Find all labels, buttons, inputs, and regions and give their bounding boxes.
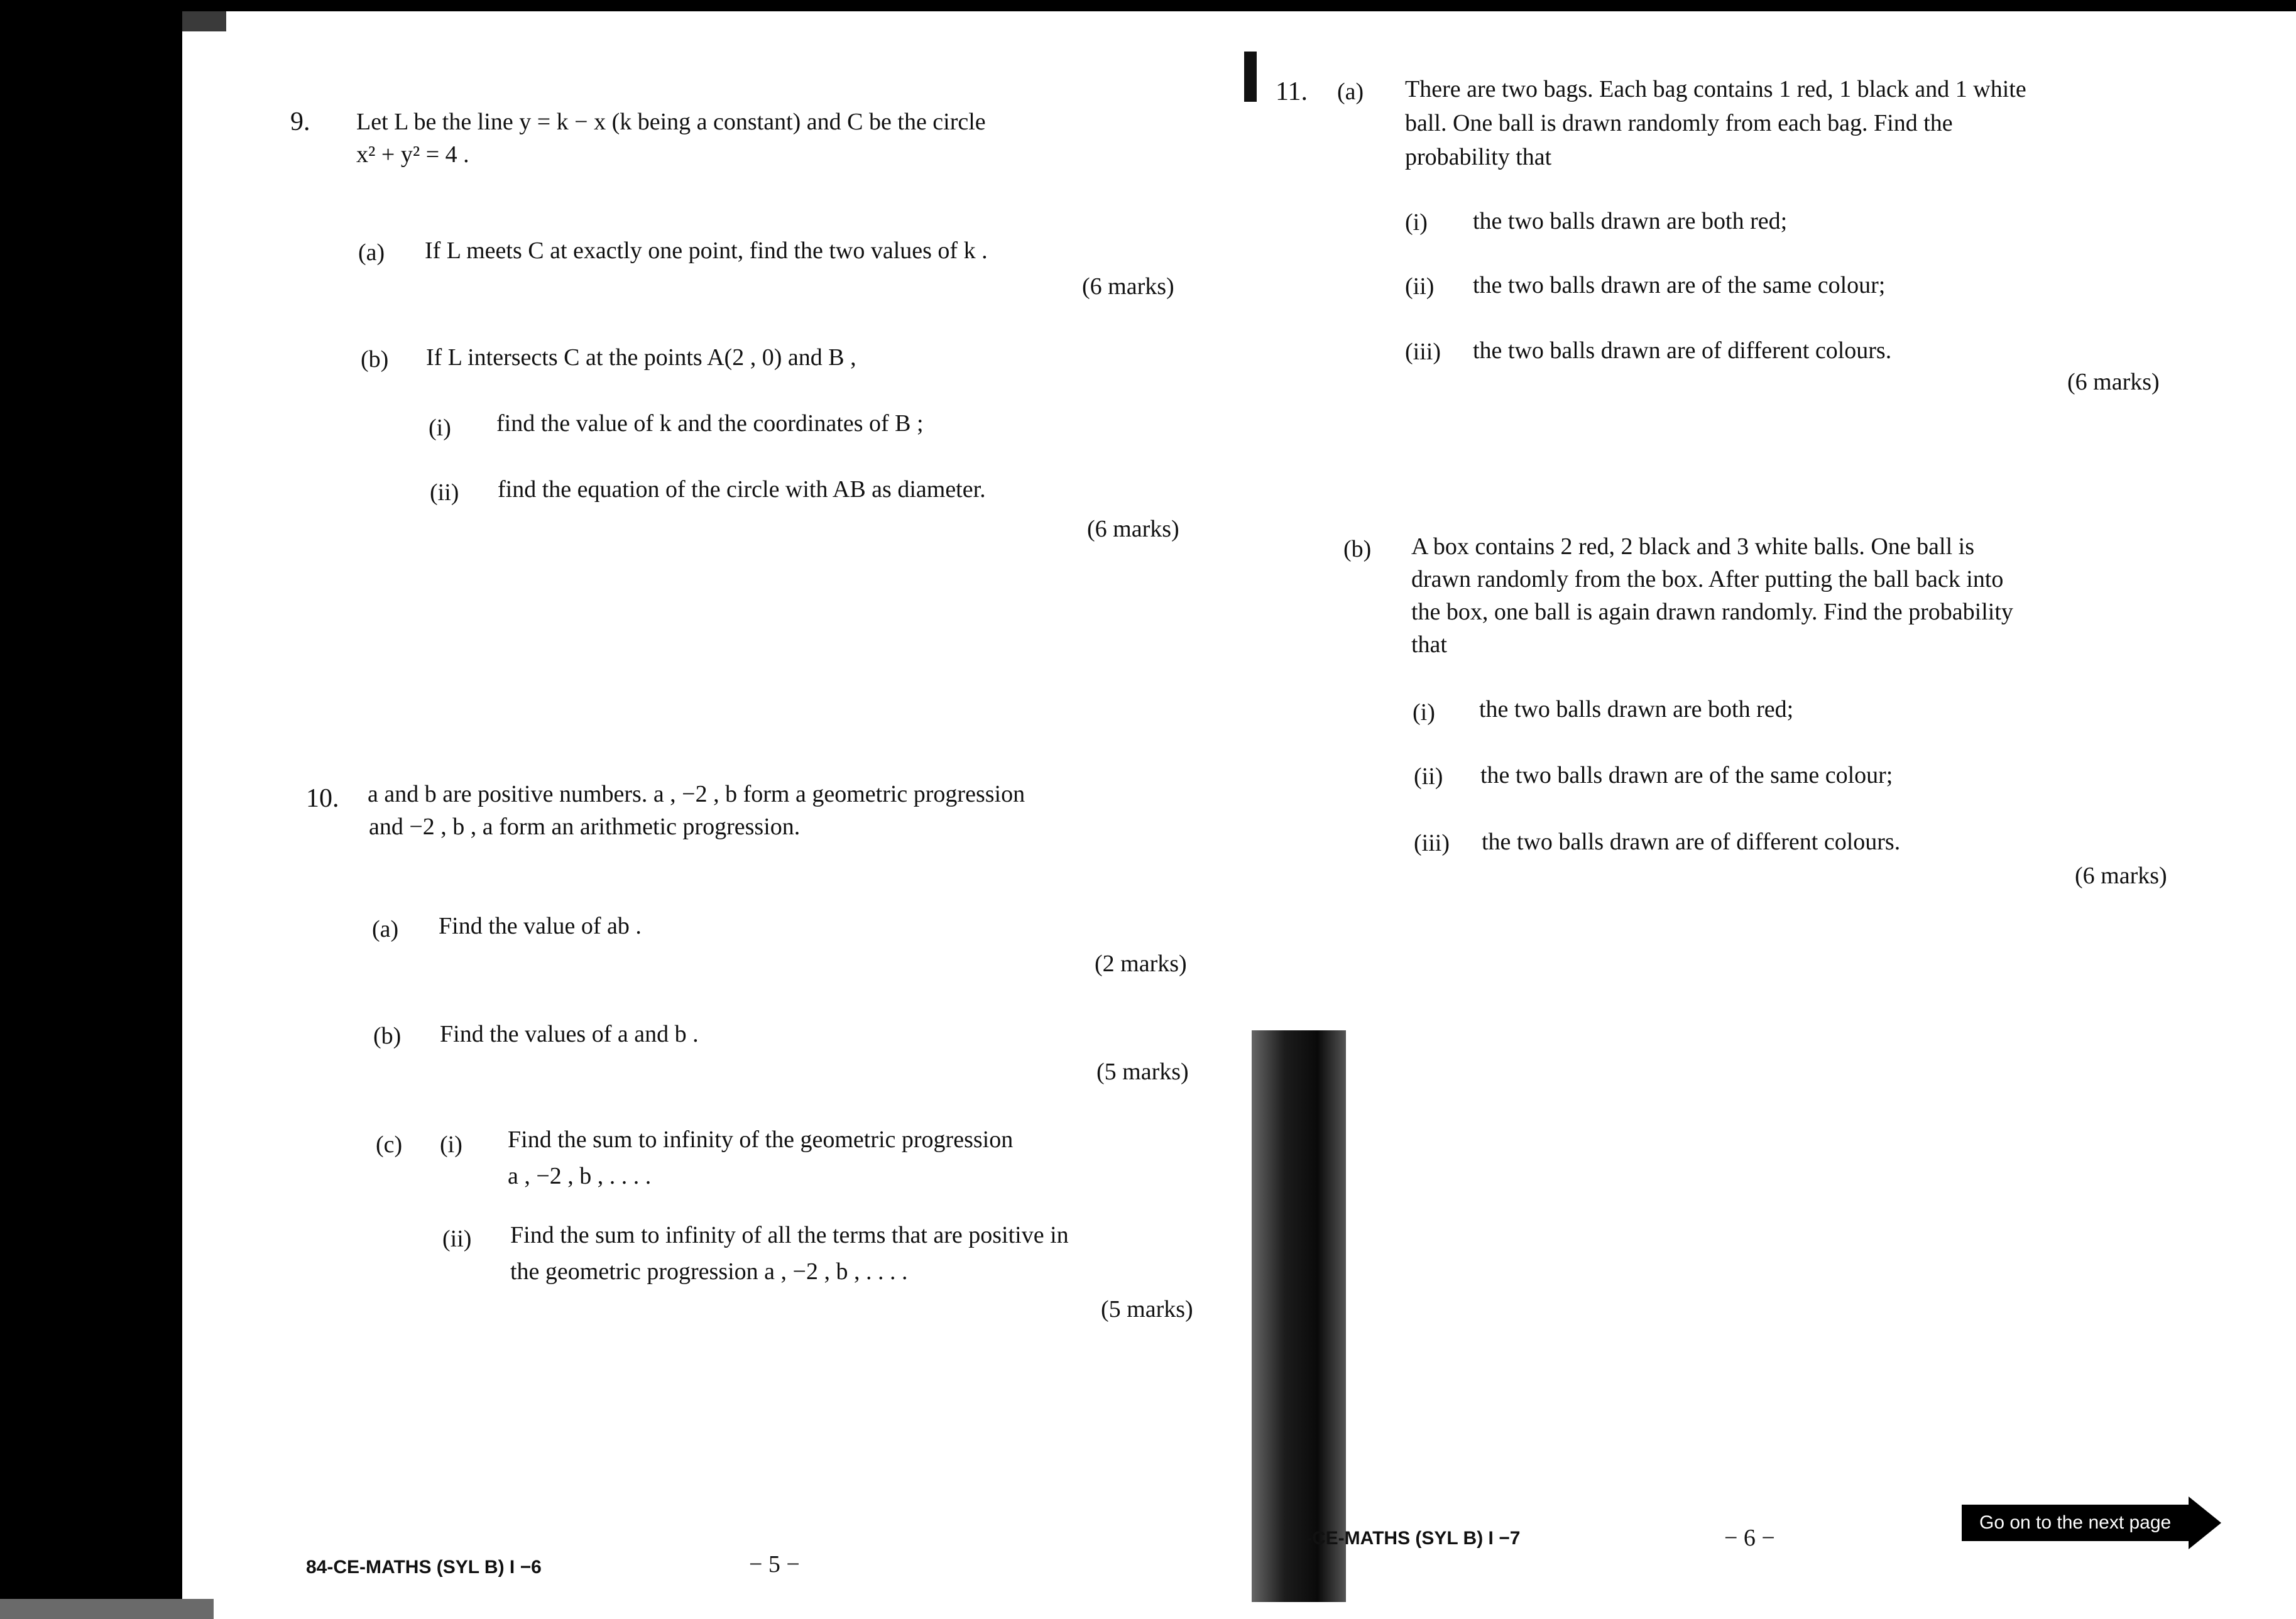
part-c-marks: (5 marks)	[1101, 1296, 1193, 1322]
binding-shadow	[1252, 1030, 1346, 1602]
part-a-i-text: the two balls drawn are both red;	[1473, 208, 1788, 234]
part-a-iii-text: the two balls drawn are of different colours.	[1473, 337, 1892, 364]
part-a-text: Find the value of ab .	[439, 913, 642, 939]
part-label: (c)	[376, 1131, 403, 1158]
subpart-label: (ii)	[1405, 273, 1435, 300]
part-label: (b)	[373, 1023, 402, 1049]
part-b-text: Find the values of a and b .	[440, 1021, 699, 1047]
part-a-stem-line-3: probability that	[1405, 144, 1552, 170]
subpart-label: (ii)	[430, 479, 459, 506]
part-c-i-text-line-2: a , −2 , b , . . . .	[508, 1163, 652, 1189]
question-stem-line-1: a and b are positive numbers. a , −2 , b form a geometric progression	[368, 781, 1025, 807]
part-b-i-text: the two balls drawn are both red;	[1479, 696, 1794, 722]
part-b-marks: (6 marks)	[1087, 516, 1179, 542]
part-a-marks: (2 marks)	[1095, 951, 1187, 977]
part-b-marks: (5 marks)	[1096, 1059, 1189, 1085]
next-page-indicator	[1962, 1505, 2221, 1541]
part-b-stem-line-1: A box contains 2 red, 2 black and 3 white balls. One ball is	[1411, 533, 1974, 560]
part-b-text: If L intersects C at the points A(2 , 0) and B ,	[426, 344, 856, 371]
part-c-ii-text-line-2: the geometric progression a , −2 , b , . . . .	[510, 1258, 908, 1285]
part-label: (b)	[1343, 536, 1372, 562]
part-b-stem-line-3: the box, one ball is again drawn randomly. Find the probability	[1411, 599, 2013, 625]
part-c-ii-text-line-1: Find the sum to infinity of all the terms that are positive in	[510, 1222, 1069, 1248]
part-b-i-text: find the value of k and the coordinates of B ;	[496, 410, 924, 437]
part-a-marks: (6 marks)	[1082, 273, 1174, 300]
part-a-ii-text: the two balls drawn are of the same colour;	[1473, 272, 1886, 298]
part-label: (a)	[372, 916, 399, 942]
binding-mark	[1244, 52, 1257, 102]
subpart-label: (i)	[1413, 699, 1435, 726]
part-a-stem-line-2: ball. One ball is drawn randomly from each bag. Find the	[1405, 110, 1953, 136]
subpart-label: (i)	[1405, 209, 1428, 236]
subpart-label: (ii)	[442, 1226, 472, 1252]
part-a-stem-line-1: There are two bags. Each bag contains 1 red, 1 black and 1 white	[1405, 76, 2026, 102]
next-page-label: Go on to the next page	[1962, 1505, 2189, 1541]
subpart-label: (iii)	[1405, 339, 1441, 365]
question-number: 9.	[290, 107, 310, 136]
part-label: (a)	[358, 239, 385, 266]
part-a-marks: (6 marks)	[2067, 369, 2160, 395]
question-number: 10.	[306, 784, 339, 813]
subpart-label: (ii)	[1414, 763, 1443, 790]
scan-bottom-shadow	[0, 1599, 214, 1619]
right-arrow-icon	[2189, 1496, 2221, 1549]
part-b-iii-text: the two balls drawn are of different colours.	[1482, 829, 1901, 855]
scan-top-edge	[0, 0, 2296, 11]
part-b-ii-text: the two balls drawn are of the same colour;	[1480, 762, 1893, 788]
left-page-code: 84-CE-MATHS (SYL B) I −6	[306, 1557, 542, 1578]
right-page-code: -CE-MATHS (SYL B) I −7	[1306, 1528, 1521, 1549]
part-c-i-text-line-1: Find the sum to infinity of the geometric progression	[508, 1126, 1014, 1153]
subpart-label: (i)	[440, 1131, 462, 1158]
subpart-label: (iii)	[1414, 830, 1450, 856]
part-b-ii-text: find the equation of the circle with AB as diameter.	[498, 476, 986, 503]
question-stem-line-2: and −2 , b , a form an arithmetic progression.	[369, 814, 801, 840]
part-a-text: If L meets C at exactly one point, find the two values of k .	[425, 237, 988, 264]
part-label: (b)	[361, 346, 389, 373]
left-page-number: − 5 −	[749, 1551, 800, 1578]
part-b-stem-line-4: that	[1411, 631, 1447, 658]
part-b-stem-line-2: drawn randomly from the box. After putting the ball back into	[1411, 566, 2004, 592]
scan-left-edge	[0, 0, 182, 1619]
question-number: 11.	[1276, 77, 1308, 106]
right-page-number: − 6 −	[1724, 1525, 1775, 1551]
question-stem-line-1: Let L be the line y = k − x (k being a constant) and C be the circle	[356, 109, 986, 135]
part-label: (a)	[1337, 79, 1364, 105]
subpart-label: (i)	[429, 415, 451, 441]
question-stem-line-2: x² + y² = 4 .	[356, 141, 469, 168]
part-b-marks: (6 marks)	[2075, 863, 2167, 889]
